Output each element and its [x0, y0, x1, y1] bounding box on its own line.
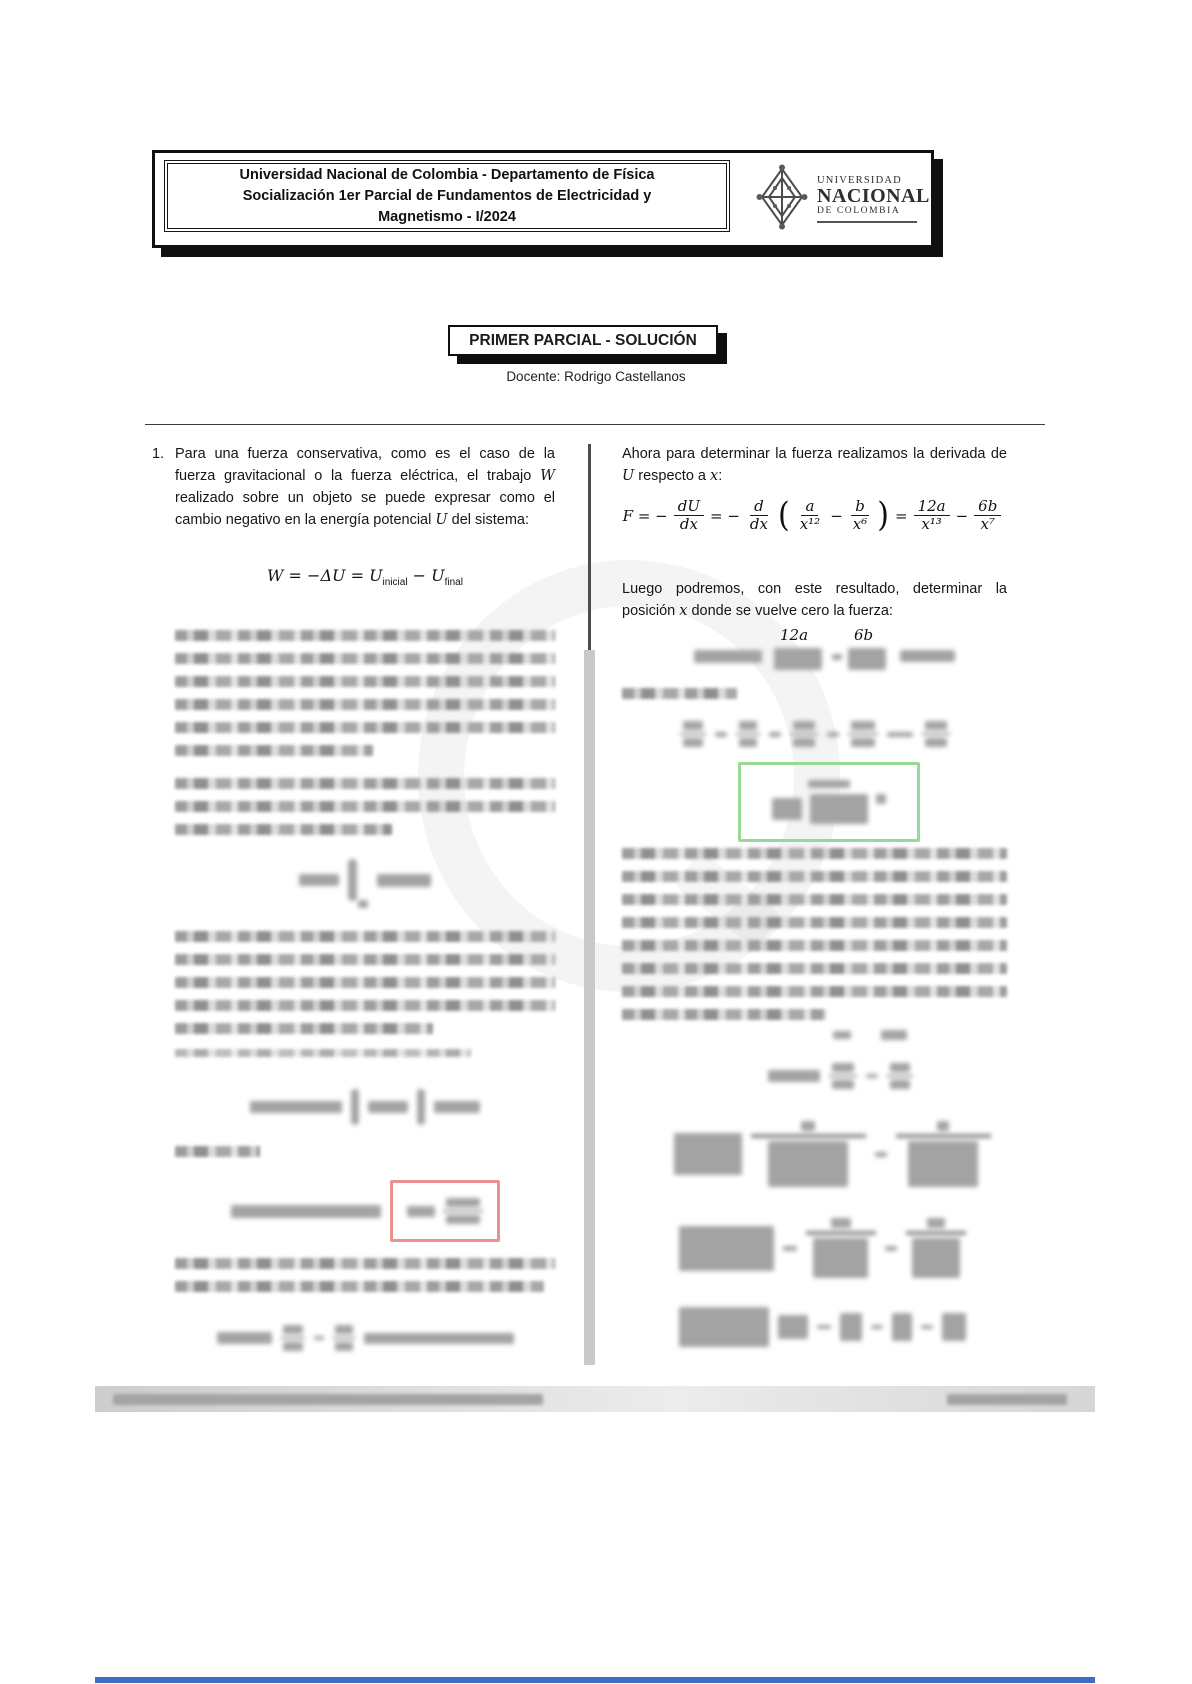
frac-num: 6b: [974, 498, 1001, 516]
redacted-equation: [622, 1108, 1042, 1200]
eq-work-mid: − U: [407, 566, 445, 585]
intro-text-3: del sistema:: [447, 512, 530, 528]
force-equation: [612, 498, 1012, 534]
frac-den: x¹²: [799, 515, 821, 534]
eq-work-sub-final: final: [444, 577, 463, 589]
column-divider-dark: [588, 444, 591, 650]
redacted-paragraph: [175, 630, 555, 768]
deriv-text-1: Ahora para determinar la fuerza realizamos la derivada de: [622, 446, 1007, 462]
eq-work-main: W = −ΔU = U: [267, 566, 383, 585]
deriv-text-2: respecto a: [634, 468, 710, 484]
redacted-paragraph: [622, 848, 1007, 1032]
redacted-paragraph: [175, 931, 555, 1046]
frac-den: dx: [679, 515, 698, 534]
content-divider-rule: [145, 424, 1045, 425]
frac-den: dx: [749, 515, 768, 534]
highlight-box-red: [390, 1180, 500, 1242]
header-title-line-1: Universidad Nacional de Colombia - Departamento de Física: [239, 166, 655, 183]
eq-force-mid1: = −: [710, 506, 740, 525]
intro-text-2: realizado sobre un objeto se puede expresar como el cambio negativo en la energía potencial: [175, 490, 555, 528]
redacted-equation: [175, 852, 555, 908]
work-energy-equation: [175, 566, 555, 588]
redacted-paragraph: [175, 778, 555, 847]
frac-num: d: [750, 498, 768, 516]
var-U: U: [622, 468, 635, 484]
footer-bar: [95, 1386, 1095, 1412]
minus-sign: −: [955, 506, 969, 525]
footer-redacted-right: [947, 1394, 1067, 1405]
problem-intro-paragraph: [175, 443, 555, 531]
eq-force-lhs: F = −: [622, 506, 668, 525]
eq-zero-num-12a: 12a: [780, 626, 809, 644]
logo-text-universidad: UNIVERSIDAD: [817, 175, 902, 187]
header-title-block: [167, 163, 727, 229]
frac-num: b: [851, 498, 869, 516]
left-paren: (: [777, 496, 790, 536]
docente-line: Docente: Rodrigo Castellanos: [506, 369, 686, 384]
universidad-nacional-crest-icon: [755, 164, 809, 235]
redacted-equation: [622, 1208, 1022, 1288]
title-banner: PRIMER PARCIAL - SOLUCIÓN: [448, 325, 718, 356]
intro-text-1: Para una fuerza conservativa, como es el caso de la fuerza gravitacional o la fuerza eléctrica, el trabajo: [175, 446, 555, 484]
var-W: W: [540, 468, 555, 484]
header-title-line-3: Magnetismo - I/2024: [378, 208, 516, 225]
zero-text-1: Luego podremos, con este resultado, determinar la posición: [622, 581, 1007, 619]
highlight-box-green: [738, 762, 920, 842]
problem-number: 1.: [152, 446, 165, 462]
zero-force-paragraph: [622, 578, 1007, 622]
redacted-equation-red-highlight: [175, 1180, 555, 1242]
eq-work-sub-inicial: inicial: [382, 577, 408, 589]
zero-force-equation: [622, 626, 1007, 678]
logo-text-de-colombia: DE COLOMBIA: [817, 206, 901, 217]
column-divider-light: [584, 650, 595, 1365]
header-inner-box: [164, 160, 730, 232]
frac-num: a: [801, 498, 818, 516]
redacted-equation: [622, 714, 1007, 754]
footer-redacted-left: [113, 1394, 543, 1405]
header-title-line-2: Socialización 1er Parcial de Fundamentos de Electricidad y: [242, 187, 652, 204]
header-box: [152, 150, 934, 248]
redacted-equation: [790, 1028, 950, 1042]
bottom-accent-bar: [95, 1677, 1095, 1683]
frac-den: x⁶: [852, 515, 868, 534]
frac-den: x¹³: [921, 515, 942, 534]
unal-logo-text: [817, 175, 930, 222]
var-x: x: [710, 468, 719, 484]
logo-underline: [817, 221, 917, 223]
logo-text-nacional: NACIONAL: [817, 185, 930, 208]
eq-zero-num-6b: 6b: [854, 626, 874, 644]
redacted-equation: [700, 1056, 980, 1096]
redacted-equation: [175, 1083, 555, 1131]
deriv-text-3: :: [718, 468, 723, 484]
frac-num: dU: [674, 498, 704, 516]
derivative-intro-paragraph: [622, 443, 1007, 487]
minus-sign: −: [830, 506, 843, 525]
redacted-equation: [622, 1302, 1022, 1352]
redacted-caption-line: [175, 1049, 555, 1069]
frac-den: x⁷: [980, 515, 995, 534]
var-U: U: [435, 512, 448, 528]
zero-text-2: donde se vuelve cero la fuerza:: [687, 603, 893, 619]
redacted-paragraph: [175, 1258, 555, 1304]
redacted-line: [622, 688, 1007, 711]
unal-logo: [755, 161, 930, 237]
redacted-equation: [175, 1318, 555, 1358]
redacted-line: [175, 1146, 555, 1169]
frac-num: 12a: [914, 498, 950, 516]
equals-sign: =: [894, 506, 908, 525]
var-x: x: [679, 603, 688, 619]
right-paren: ): [877, 496, 889, 536]
